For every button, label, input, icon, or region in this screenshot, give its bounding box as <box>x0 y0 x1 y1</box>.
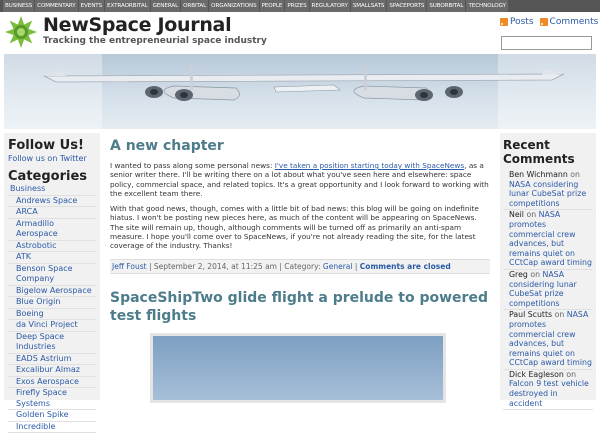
nav-item-suborbital[interactable]: SUBORBITAL <box>427 0 465 12</box>
category-item[interactable]: ATK <box>8 252 96 264</box>
comment-author[interactable]: Ben Wichmann <box>509 170 568 179</box>
comment-post-link[interactable]: NASA promotes commercial crew advances, but remains quiet on CCtCap award timing <box>509 310 592 367</box>
comment-author[interactable]: Neil <box>509 210 524 219</box>
post-paragraph <box>110 161 490 198</box>
post-date: September 2, 2014, at 11:25 am <box>154 262 277 271</box>
comment-author[interactable]: Greg <box>509 270 528 279</box>
recent-comment-item <box>503 170 593 210</box>
nav-item-spaceports[interactable]: SPACEPORTS <box>387 0 426 12</box>
rss-icon <box>500 18 508 26</box>
post-author-link[interactable]: Jeff Foust <box>112 262 147 271</box>
nav-item-orbital[interactable]: ORBITAL <box>181 0 208 12</box>
post-category-label: Category: <box>284 262 320 271</box>
category-nav <box>0 0 600 12</box>
category-list <box>8 184 96 433</box>
main-content <box>110 133 490 400</box>
left-sidebar <box>4 133 100 400</box>
category-item[interactable]: Exos Aerospace <box>8 377 96 389</box>
category-item[interactable]: Astrobotic <box>8 241 96 253</box>
post-category-link[interactable]: General <box>323 262 353 271</box>
comment-post-link[interactable]: NASA considering lunar CubeSat prize competitions <box>509 270 577 308</box>
comment-post-link[interactable]: NASA promotes commercial crew advances, but remains quiet on CCtCap award timing <box>509 210 592 267</box>
twitter-follow-link[interactable]: Follow us on Twitter <box>8 154 96 163</box>
post-text: , as a senior writer there. I'll be writing there on a lot about what you've seen here and elsewhere: space policy, commercial space, and related topics. It's a great opportunity and I look forward to working with the excellent team there. <box>110 161 489 198</box>
nav-item-general[interactable]: GENERAL <box>151 0 181 12</box>
comment-post-link[interactable]: Falcon 9 test vehicle destroyed in accident <box>509 379 589 407</box>
post-meta: Jeff Foust | September 2, 2014, at 11:25 am | Category: General | Comments are closed <box>110 259 490 274</box>
recent-comment-item <box>503 210 593 270</box>
comment-author[interactable]: Dick Eagleson <box>509 370 564 379</box>
category-item[interactable]: Blue Origin <box>8 297 96 309</box>
category-item[interactable]: Bigelow Aerospace <box>8 286 96 298</box>
recent-comment-item <box>503 270 593 310</box>
comment-on-label: on <box>555 310 565 319</box>
site-tagline: Tracking the entrepreneurial space industry <box>43 36 267 46</box>
category-item[interactable]: Incredible <box>8 422 96 433</box>
post-text: I wanted to pass along some personal news: <box>110 161 275 170</box>
recent-comment-item <box>503 310 593 370</box>
recent-comments-list <box>503 170 593 410</box>
nav-item-people[interactable]: PEOPLE <box>260 0 285 12</box>
search-input[interactable] <box>501 36 592 50</box>
right-sidebar <box>500 133 596 400</box>
category-item[interactable]: Golden Spike <box>8 410 96 422</box>
comment-post-link[interactable]: NASA considering lunar CubeSat prize competitions <box>509 180 586 208</box>
header-banner <box>4 54 596 129</box>
white-knight-aircraft-image <box>4 54 596 129</box>
category-item[interactable]: Andrews Space <box>8 196 96 208</box>
comment-on-label: on <box>526 210 536 219</box>
posts-feed-label: Posts <box>510 17 534 27</box>
site-logo-icon[interactable] <box>4 15 38 49</box>
category-item[interactable]: Deep Space Industries <box>8 332 96 354</box>
site-title[interactable]: NewSpace Journal <box>43 14 231 36</box>
comment-author[interactable]: Paul Scutts <box>509 310 552 319</box>
nav-item-smallsats[interactable]: SMALLSATS <box>351 0 387 12</box>
post-image <box>150 333 446 403</box>
recent-comments-heading: Recent Comments <box>503 138 593 166</box>
nav-item-prizes[interactable]: PRIZES <box>285 0 308 12</box>
comment-on-label: on <box>530 270 540 279</box>
comments-feed-label: Comments <box>550 17 599 27</box>
follow-heading: Follow Us! <box>8 138 96 153</box>
comment-on-label: on <box>566 370 576 379</box>
recent-comment-item <box>503 370 593 410</box>
comment-on-label: on <box>570 170 580 179</box>
post-title[interactable]: SpaceShipTwo glide flight a prelude to powered test flights <box>110 289 490 325</box>
category-item[interactable]: Armadillo Aerospace <box>8 219 96 241</box>
comments-status: Comments are closed <box>360 262 451 271</box>
nav-item-technology[interactable]: TECHNOLOGY <box>466 0 507 12</box>
nav-item-regulatory[interactable]: REGULATORY <box>310 0 350 12</box>
nav-item-commentary[interactable]: COMMENTARY <box>35 0 77 12</box>
comments-feed-link[interactable] <box>540 17 599 27</box>
rss-icon <box>540 18 548 26</box>
nav-item-business[interactable]: BUSINESS <box>3 0 34 12</box>
category-item[interactable]: ARCA <box>8 207 96 219</box>
post-body <box>110 161 490 251</box>
category-item[interactable]: Firefly Space Systems <box>8 388 96 410</box>
nav-item-organizations[interactable]: ORGANIZATIONS <box>209 0 258 12</box>
category-item[interactable]: Excalibur Almaz <box>8 365 96 377</box>
category-item[interactable]: Benson Space Company <box>8 264 96 286</box>
category-item[interactable]: Boeing <box>8 309 96 321</box>
categories-heading: Categories <box>8 169 96 184</box>
post-paragraph: With that good news, though, comes with a little bit of bad news: this blog will be going on indefinite hiatus. I won't be posting new pieces here, as much of the content will be appearing on SpaceNews. The site will remain up, though, although comments will be turned off as primarily an anti-spam measure. I hope you'll come over to SpaceNews, if you're not already reading the site, for the latest coverage of the industry. Thanks! <box>110 204 490 250</box>
category-item[interactable]: EADS Astrium <box>8 354 96 366</box>
category-item[interactable]: da Vinci Project <box>8 320 96 332</box>
nav-item-events[interactable]: EVENTS <box>79 0 104 12</box>
category-item[interactable]: Business <box>8 184 96 196</box>
posts-feed-link[interactable] <box>500 17 534 27</box>
spacenews-link[interactable]: I've taken a position starting today with SpaceNews <box>275 161 464 170</box>
feed-links <box>500 17 598 27</box>
nav-item-extraorbital[interactable]: EXTRAORBITAL <box>105 0 150 12</box>
post-title[interactable]: A new chapter <box>110 137 490 155</box>
